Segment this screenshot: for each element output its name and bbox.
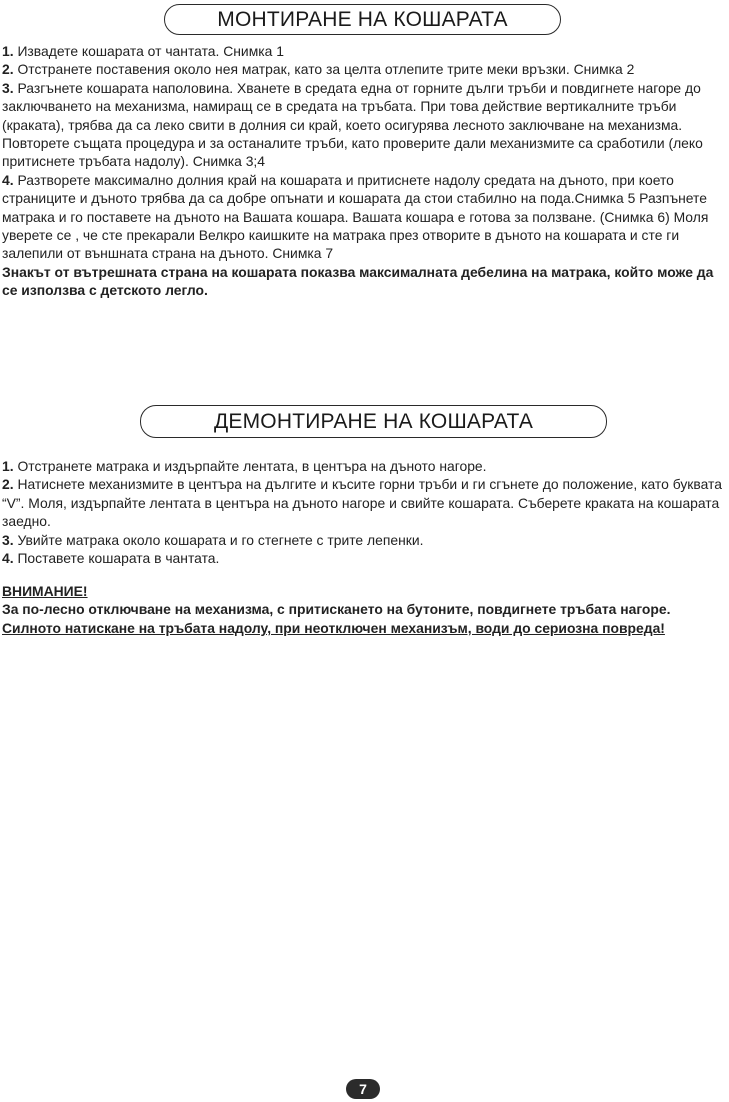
step-text: Извадете кошарата от чантата. Снимка 1 — [13, 43, 284, 59]
page-number-badge: 7 — [346, 1079, 380, 1099]
mattress-thickness-note: Знакът от вътрешната страна на кошарата показва максималната дебелина на матрака, който може да се използва с детското легло. — [2, 263, 714, 299]
disassembly-step-1 — [2, 457, 727, 475]
disassembly-step-3 — [2, 531, 727, 549]
step-text: Отстранете поставения около нея матрак, като за целта отлепите трите меки връзки. Снимка 2 — [13, 61, 635, 78]
disassembly-section-title: ДЕМОНТИРАНЕ НА КОШАРАТА — [140, 405, 607, 438]
disassembly-instructions — [2, 457, 727, 567]
assembly-step-2 — [2, 60, 727, 78]
warning-text — [2, 600, 727, 637]
disassembly-step-4 — [2, 549, 727, 567]
step-number: 2. — [2, 61, 14, 78]
step-text: Натиснете механизмите в центъра на дългите и късите горни тръби и ги сгънете до положение, като буквата “V”. Моля, издърпайте лентата в центъра на дъното нагоре и свийте кошарата. Съберете краката на кошарата заедно. — [2, 476, 722, 530]
assembly-section-title: МОНТИРАНЕ НА КОШАРАТА — [164, 4, 561, 35]
assembly-instructions — [2, 42, 727, 300]
step-number: 2. — [2, 476, 14, 493]
step-text: Отстранете матрака и издърпайте лентата, в центъра на дъното нагоре. — [13, 458, 487, 474]
disassembly-step-2 — [2, 475, 727, 530]
step-text: Разгънете кошарата наполовина. Хванете в средата една от горните дълги тръби и повдигнете нагоре до заключването на механизма, намиращ се в средата на тръбата. При това действие вертикалните тръби (краката), трябва да са леко свити в долния си край, което осигурява лесното заключване на механизма. Повторете същата процедура и за останалите тръби, като проверите дали механизмите са сработили (леко притиснете тръбата надолу). Снимка 3;4 — [2, 79, 703, 170]
step-number: 3. — [2, 531, 14, 548]
warning-underlined: Силното натискане на тръбата надолу, при неотключен механизъм, води до сериозна повреда! — [2, 619, 665, 636]
step-text: Увийте матрака около кошарата и го стегнете с трите лепенки. — [13, 531, 424, 548]
step-number: 4. — [2, 171, 14, 188]
step-text: Поставете кошарата в чантата. — [13, 550, 220, 567]
assembly-step-4 — [2, 171, 727, 263]
step-number: 4. — [2, 550, 14, 567]
step-number: 1. — [2, 458, 14, 474]
assembly-step-3 — [2, 79, 727, 171]
warning-heading: ВНИМАНИЕ! — [2, 583, 88, 599]
step-number: 3. — [2, 79, 14, 96]
warning-body: За по-лесно отключване на механизма, с притискането на бутоните, повдигнете тръбата нагоре. — [2, 601, 671, 618]
step-number: 1. — [2, 43, 14, 59]
assembly-step-1 — [2, 42, 727, 60]
step-text: Разтворете максимално долния край на кошарата и притиснете надолу средата на дъното, при което страниците и дъното трябва да са добре опънати и кошарата да стои стабилно на пода.Снимка 5 Разпънете матрака и го поставете на дъното на Вашата кошара. Вашата кошара е готова за ползване. (Снимка 6) Моля уверете се , че сте прекарали Велкро каишките на матрака през отворите в дъното на кошарата и сте ги залепили от външната страна на дъното. Снимка 7 — [2, 171, 709, 262]
warning-section — [2, 582, 727, 637]
